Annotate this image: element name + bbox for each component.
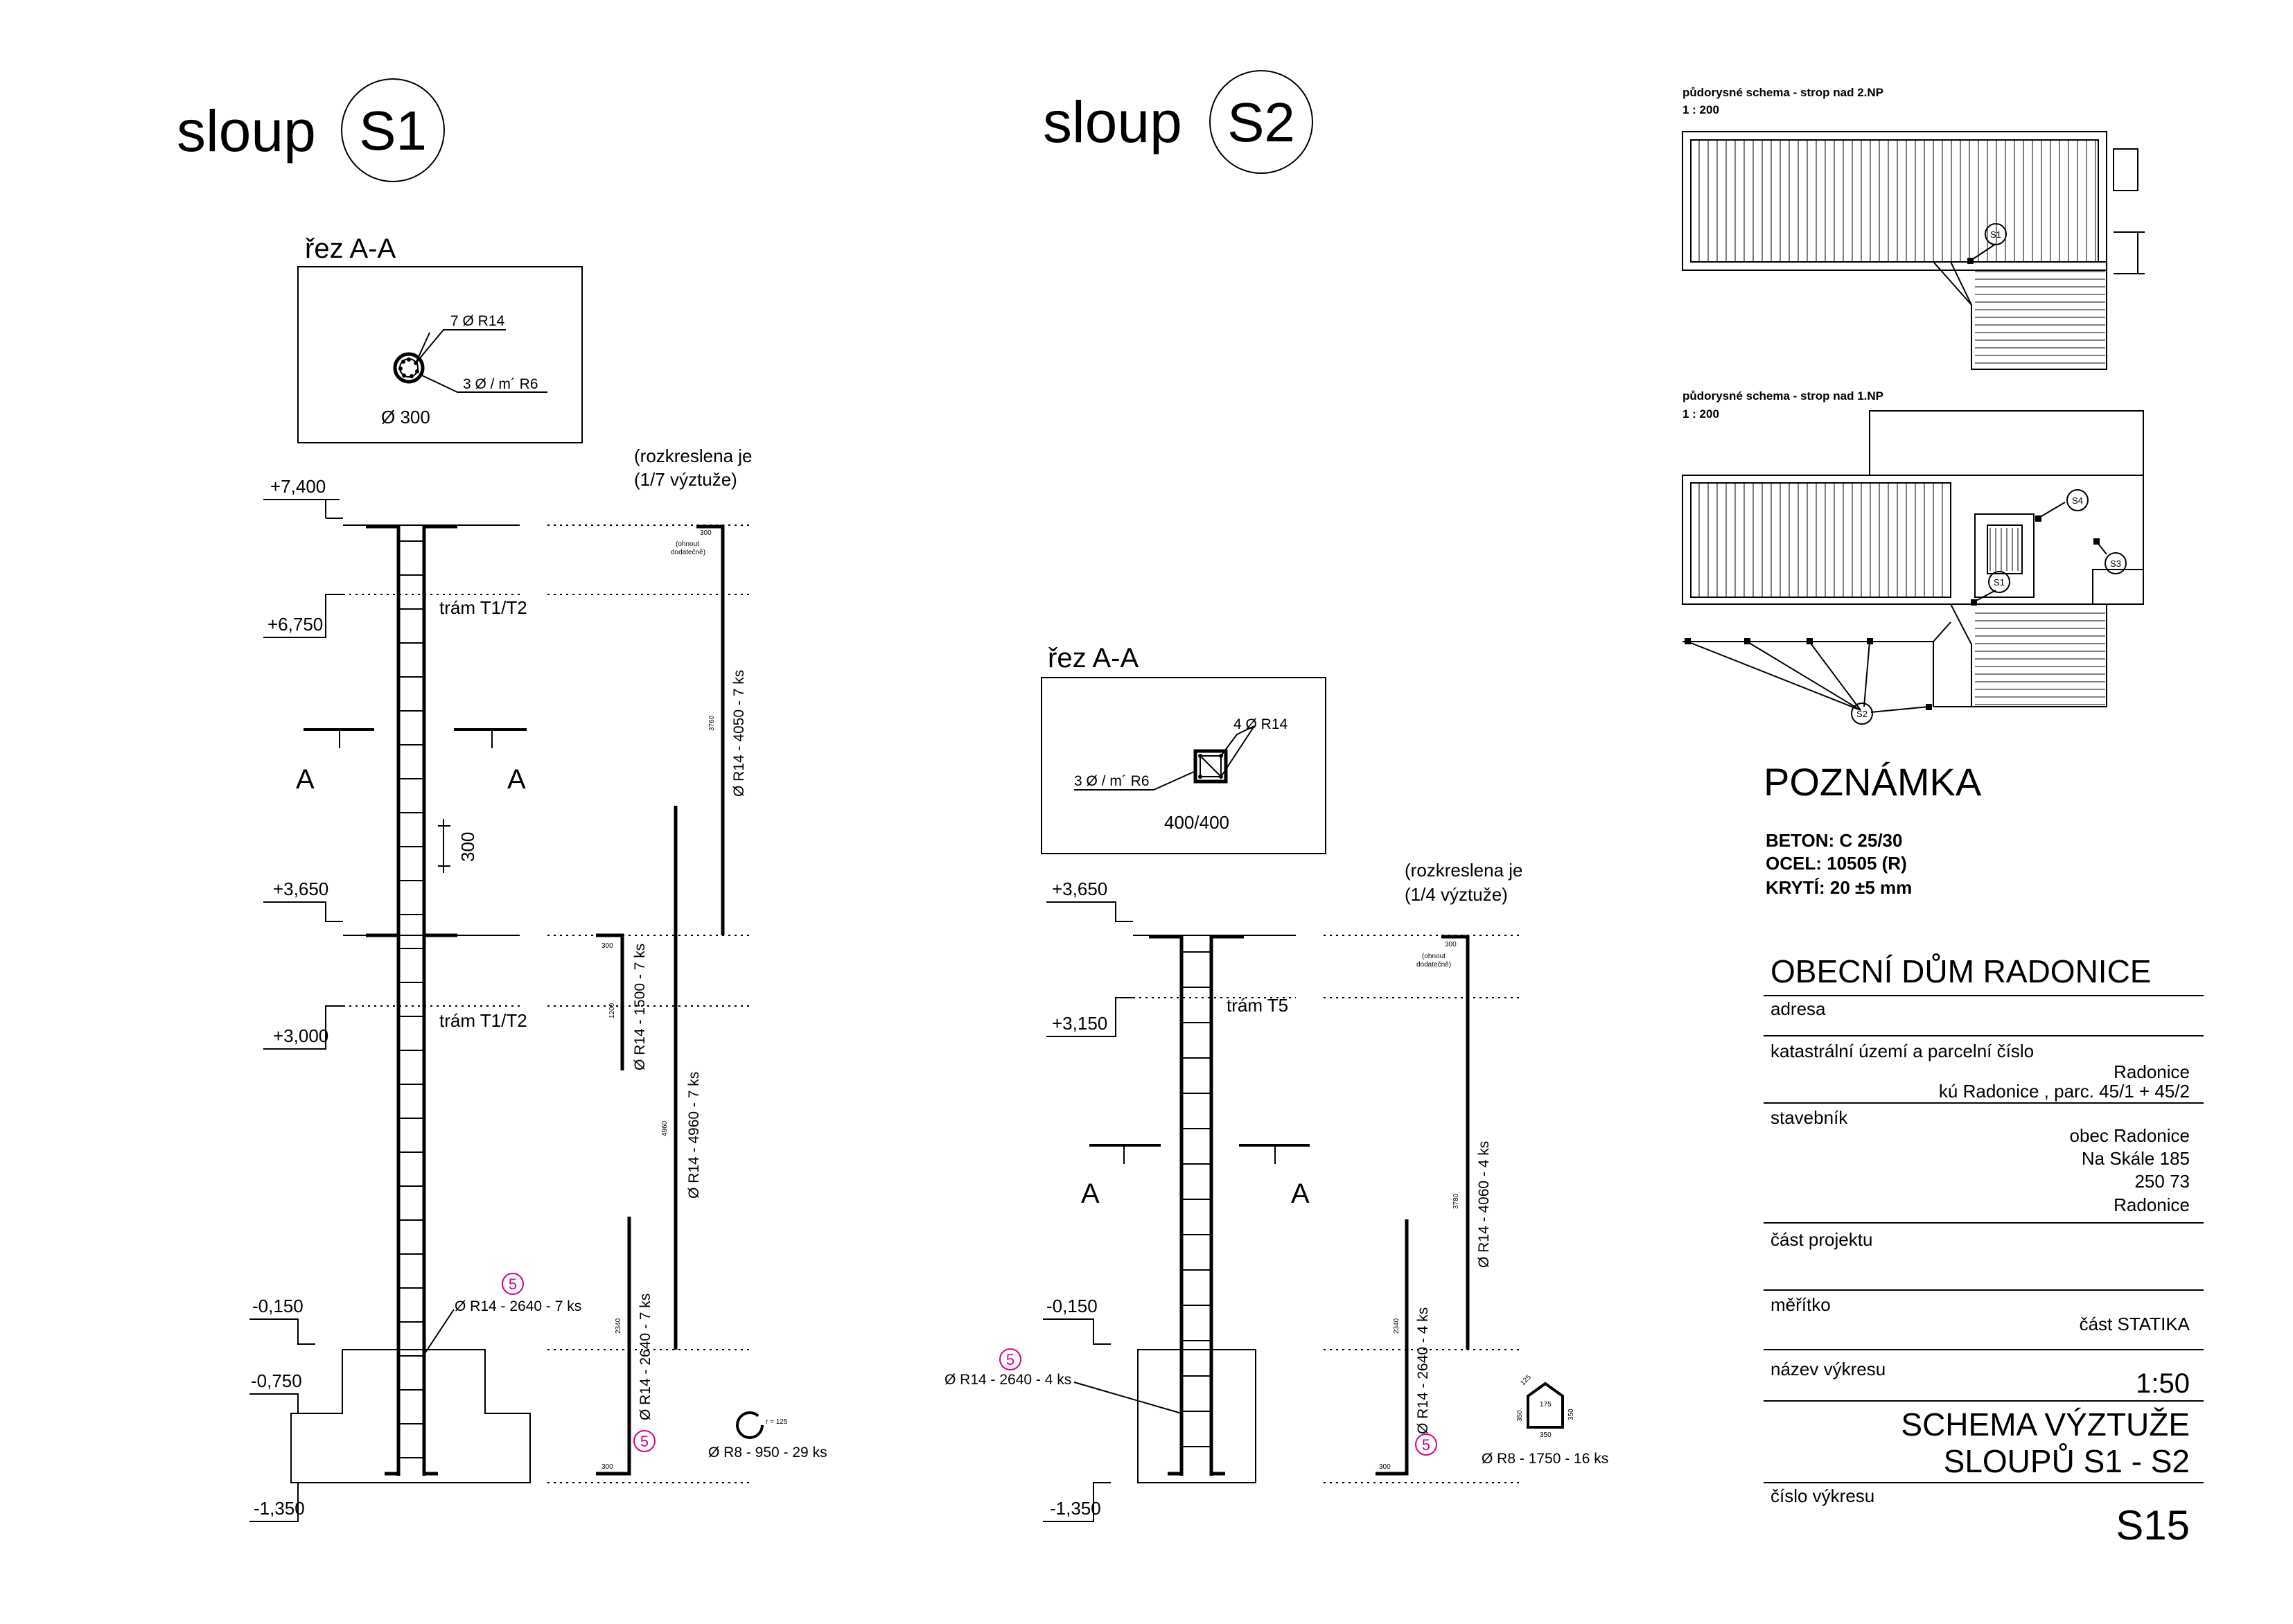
tb-number-label: číslo výkresu [1771,1485,1875,1506]
plan-lower-mark-s3: S3 [2110,558,2121,569]
s1-bar-bend-note-2: dodatečně) [671,549,706,556]
tb-cadastre-label: katastrální území a parcelní číslo [1771,1041,2035,1061]
s2-stirrup-dim-d: 175 [1540,1401,1552,1409]
s1-drawn-note-1: (rozkreslena je [634,445,753,466]
s2-pos-mark: 5 [1421,1436,1431,1454]
s1-level: +6,750 [267,614,324,635]
tb-investor-line: 250 73 [2134,1171,2190,1192]
s1-level: +7,400 [270,476,326,497]
tb-investor-line: obec Radonice [2069,1125,2190,1146]
s1-foundation [291,1350,530,1483]
tb-investor-line: Na Skále 185 [2081,1148,2190,1169]
s2-section-mark: A [1081,1179,1100,1209]
s2-column-elevation [1149,935,1244,1476]
s1-bar-base-label: Ø R14 - 2640 - 7 ks [638,1293,653,1420]
s1-ring-radius: r = 125 [766,1418,788,1426]
s1-pos-mark: 5 [640,1433,649,1450]
s1-bar-long-label: Ø R14 - 4050 - 7 ks [731,669,747,797]
s1-starter-label: Ø R14 - 2640 - 7 ks [455,1298,582,1314]
s2-bar-long-dim: 3780 [1452,1193,1460,1209]
s1-bar-short-dim: 1200 [608,1003,616,1018]
plan-lower-title: půdorysné schema - strop nad 1.NP [1683,389,1884,403]
s1-bar-short-hook: 300 [601,942,613,950]
s1-section-size: Ø 300 [381,407,430,427]
tb-investor-label: stavebník [1771,1107,1848,1128]
tb-project: OBECNÍ DŮM RADONICE [1771,953,2152,989]
s1-section-mark: A [507,764,526,795]
s2-bar-long-label: Ø R14 - 4060 - 4 ks [1476,1140,1492,1268]
plan-upper-scale: 1 : 200 [1683,103,1719,116]
s1-bar-base-hook: 300 [601,1463,613,1471]
s2-bar-bend-note-2: dodatečně) [1416,961,1452,969]
s2-bar-base-label: Ø R14 - 2640 - 4 ks [1415,1307,1431,1434]
s2-section-aa [1042,643,1326,854]
s2-section-mark: A [1291,1179,1310,1209]
tb-part-value: část STATIKA [2079,1314,2190,1334]
s1-title-word: sloup [177,98,316,164]
note-line: BETON: C 25/30 [1766,830,1903,851]
s1-section-stirrup: 3 Ø / m´ R6 [463,376,538,392]
tb-investor-line: Radonice [2114,1194,2190,1215]
s1-ring-bar [737,1413,762,1438]
s2-stirrup-dim-a: 350 [1516,1410,1524,1422]
s1-bar-mid-label: Ø R14 - 4960 - 7 ks [686,1071,702,1199]
s1-bar-mid-dim: 4960 [661,1120,669,1136]
s2-bar-base-hook: 300 [1379,1463,1391,1471]
note-block [1764,760,1982,898]
s1-beam-label-lower: trám T1/T2 [439,1010,527,1031]
tb-cadastre-value-2: kú Radonice , parc. 45/1 + 45/2 [1938,1081,2190,1102]
tb-cadastre-value-1: Radonice [2114,1061,2190,1082]
s2-bar-bend-note-1: (ohnout [1422,953,1446,960]
s2-level: +3,150 [1052,1013,1108,1034]
plan-lower-mark-s2: S2 [1856,709,1868,719]
tb-drawing-label: název výkresu [1771,1359,1886,1379]
s1-ring-label: Ø R8 - 950 - 29 ks [708,1445,827,1460]
s2-level: +3,650 [1052,879,1108,899]
s2-bar-base-dim: 2340 [1393,1318,1400,1334]
note-heading: POZNÁMKA [1764,760,1982,804]
s1-bar-bend-note-1: (ohnout [676,540,699,548]
s2-bar-long-hook: 300 [1445,941,1457,948]
s1-beam-label-upper: trám T1/T2 [439,597,527,618]
s2-stirrup-dim-b: 350 [1567,1409,1575,1420]
s2-starter-label: Ø R14 - 2640 - 4 ks [945,1372,1072,1388]
s2-drawn-note-1: (rozkreslena je [1405,860,1523,881]
s2-stirrup-label: Ø R8 - 1750 - 16 ks [1482,1451,1609,1467]
s2-foundation [1138,1350,1256,1483]
s2-beam-label: trám T5 [1227,995,1289,1016]
note-line: KRYTÍ: 20 ±5 mm [1766,877,1913,898]
s1-spacing-dim: 300 [457,831,478,862]
s1-level: +3,000 [273,1025,329,1046]
s1-bar-short-label: Ø R14 - 1500 - 7 ks [632,943,648,1070]
s1-pos-mark: 5 [508,1276,518,1293]
s1-section-marks [296,730,527,795]
s1-drawn-note-2: (1/7 výztuže) [634,469,737,490]
s2-pos-mark: 5 [1005,1351,1015,1368]
s2-section-size: 400/400 [1164,812,1229,833]
tb-number-value: S15 [2116,1502,2190,1548]
s1-bar-long-hook: 300 [700,529,712,537]
s1-level: -1,350 [254,1498,305,1519]
plan-upper [1683,86,2145,369]
s2-stirrup-dim-c: 350 [1540,1431,1552,1439]
s2-drawn-note-2: (1/4 výztuže) [1405,884,1508,905]
column-s1 [177,79,827,1521]
s1-bar-base-dim: 2340 [615,1318,622,1334]
s2-section-title: řez A-A [1048,643,1139,673]
s1-level: -0,150 [252,1296,304,1316]
plan-lower-mark-s4: S4 [2072,495,2083,506]
tb-scale-label: měřítko [1771,1294,1831,1315]
plan-upper-mark-s1: S1 [1990,229,2001,240]
s1-section-mark: A [296,764,315,795]
s1-section-rebar: 7 Ø R14 [450,313,505,329]
tb-drawing-name-2: SLOUPŮ S1 - S2 [1943,1443,2190,1479]
s1-level: +3,650 [273,879,329,899]
s1-bar-schedule [547,525,827,1483]
s1-section-title: řez A-A [305,233,396,264]
plan-lower-scale: 1 : 200 [1683,407,1719,421]
note-line: OCEL: 10505 (R) [1766,853,1907,874]
tb-part-label: část projektu [1771,1229,1873,1250]
plan-lower [1683,389,2143,724]
tb-scale-value: 1:50 [2136,1368,2190,1399]
s1-section-aa [298,233,582,443]
s1-level: -0,750 [251,1370,302,1391]
s2-stirrup-dim-e: 125 [1519,1373,1533,1388]
s2-level: -1,350 [1050,1498,1101,1519]
plan-upper-title: půdorysné schema - strop nad 2.NP [1683,86,1884,99]
s2-title-word: sloup [1043,89,1182,155]
s1-column-elevation [366,525,457,1476]
column-s2 [945,71,1608,1521]
s2-level: -0,150 [1046,1296,1098,1316]
s1-level-markers [249,476,343,1521]
tb-address-label: adresa [1771,998,1826,1019]
s1-bar-long-dim: 3760 [708,715,716,731]
tb-drawing-name-1: SCHEMA VÝZTUŽE [1901,1406,2190,1442]
s1-title-id: S1 [359,100,427,161]
s2-section-rebar: 4 Ø R14 [1233,716,1288,732]
s2-section-stirrup: 3 Ø / m´ R6 [1074,773,1150,789]
s2-title-id: S2 [1227,91,1295,153]
s2-bar-schedule [1324,935,1608,1483]
title-block [1764,953,2204,1548]
plan-lower-mark-s1: S1 [1994,577,2005,588]
